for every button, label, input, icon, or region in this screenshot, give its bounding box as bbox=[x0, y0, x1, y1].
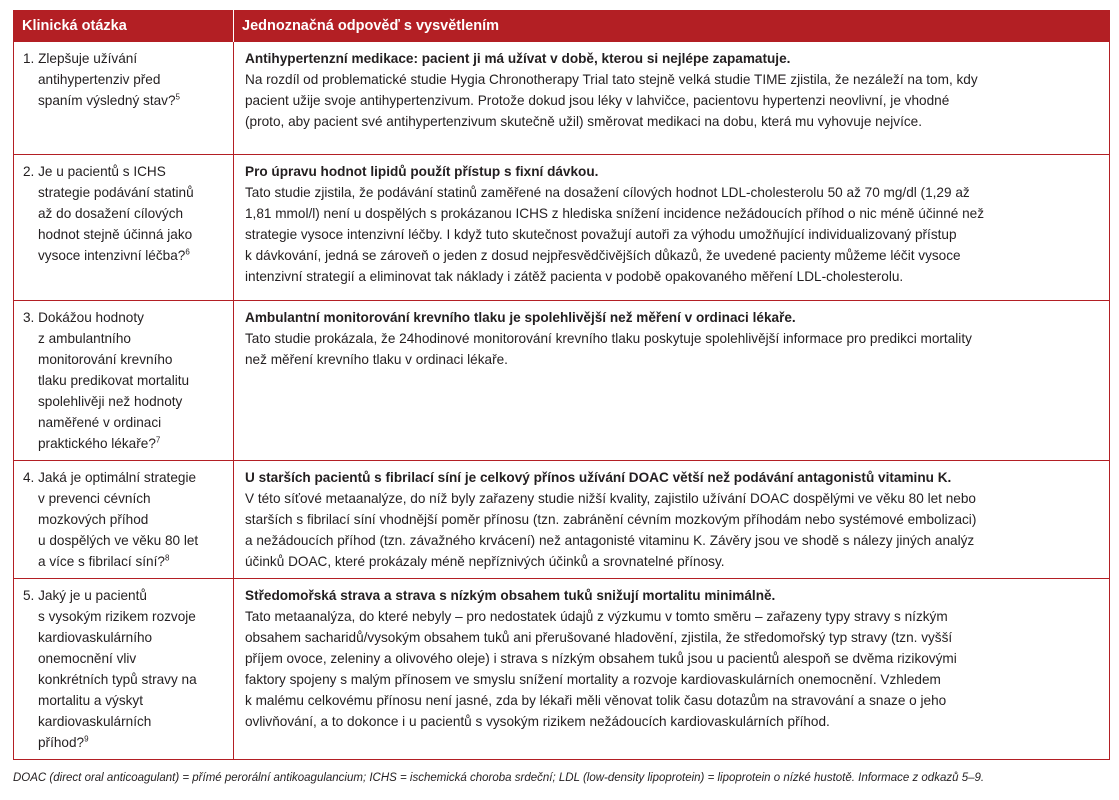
answer-line: pacient užije svoje antihypertenzivum. Protože dokud jsou léky v lahvičce, pacientovu hypertenzi neovlivní, je vhodné bbox=[245, 93, 950, 108]
question-line: strategie podávání statinů bbox=[38, 185, 194, 200]
question-line: tlaku predikovat mortalitu bbox=[38, 373, 190, 388]
answer-title: U starších pacientů s fibrilací síní je celkový přínos užívání DOAC větší než podávání antagonistů vitaminu K. bbox=[245, 470, 952, 485]
table-row bbox=[14, 155, 1110, 301]
reference-superscript: 6 bbox=[185, 247, 190, 257]
clinical-question-cell bbox=[14, 461, 234, 579]
table-footnote: DOAC (direct oral anticoagulant) = přímé perorální antikoagulancium; ICHS = ischemická choroba srdeční; LDL (low-density lipoprotein) = lipoprotein o nízké hustotě. Informace z odkazů 5–9. bbox=[13, 772, 985, 784]
clinical-question-cell bbox=[14, 301, 234, 461]
answer-cell bbox=[234, 461, 1110, 579]
answer-line: Tato studie prokázala, že 24hodinové monitorování krevního tlaku poskytuje spolehlivější informace pro predikci mortality bbox=[245, 331, 972, 346]
answer-line: V této síťové metaanalýze, do níž byly zařazeny studie nižší kvality, zajistilo užívání DOAC dospělými ve věku 80 let nebo bbox=[245, 491, 976, 506]
question-line: spaním výsledný stav?$^5$ bbox=[38, 92, 180, 108]
answer-line: účinků DOAC, které prokázaly méně nepříznivých účinků a srovnatelné přínosy. bbox=[245, 554, 725, 569]
answer-cell bbox=[234, 579, 1110, 760]
question-line: praktického lékaře?$^7$ bbox=[38, 435, 161, 451]
question-line: 2. Je u pacientů s ICHS bbox=[23, 164, 166, 179]
answer-line: než měření krevního tlaku v ordinaci lékaře. bbox=[245, 352, 508, 367]
answer-line: strategie vysoce intenzivní léčby. I když tuto skutečnost považují autoři za výhodu umožňující individualizovaný přístup bbox=[245, 227, 957, 242]
question-line: spolehlivěji než hodnoty bbox=[38, 394, 183, 409]
answer-line: obsahem sacharidů/vysokým obsahem tuků ani přerušované hladovění, zjistila, že středomořský typ stravy (tzn. vyšší bbox=[245, 630, 953, 645]
table-row bbox=[14, 301, 1110, 461]
question-line: vysoce intenzivní léčba?$^6$ bbox=[38, 247, 190, 263]
question-line: 4. Jaká je optimální strategie bbox=[23, 470, 197, 485]
answer-cell bbox=[234, 155, 1110, 301]
answer-line: Tato metaanalýza, do které nebyly – pro nedostatek údajů z výzkumu v tomto směru – zařazeny typy stravy s nízkým bbox=[245, 609, 948, 624]
reference-superscript: 5 bbox=[175, 92, 180, 102]
answer-line: intenzivní strategií a eliminovat tak náklady i zátěž pacienta v podobě opakovaného měření LDL-cholesterolu. bbox=[245, 269, 904, 284]
answer-line: Tato studie zjistila, že podávání statinů zaměřené na dosažení cílových hodnot LDL-cholesterolu 50 až 70 mg/dl (1,29 až bbox=[245, 185, 970, 200]
answer-title: Pro úpravu hodnot lipidů použít přístup s fixní dávkou. bbox=[245, 164, 599, 179]
question-line: příhod?$^9$ bbox=[38, 734, 89, 750]
answer-line: 1,81 mmol/l) není u dospělých s prokázanou ICHS z hlediska snížení incidence nežádoucích příhod o nic méně účinné než bbox=[245, 206, 985, 221]
header-answer: Jednoznačná odpověď s vysvětlením bbox=[234, 11, 1110, 42]
answer-cell bbox=[234, 301, 1110, 461]
question-line: antihypertenziv před bbox=[38, 72, 161, 87]
question-line: kardiovaskulárního bbox=[38, 630, 153, 645]
answer-cell bbox=[234, 42, 1110, 155]
question-line: 5. Jaký je u pacientů bbox=[23, 588, 147, 603]
question-line: z ambulantního bbox=[38, 331, 131, 346]
clinical-questions-table-wrapper bbox=[13, 10, 1109, 760]
answer-line: a nežádoucích příhod (tzn. závažného krvácení) než antagonisté vitaminu K. Závěry jsou ve shodě s nálezy jiných analýz bbox=[245, 533, 975, 548]
question-line: až do dosažení cílových bbox=[38, 206, 184, 221]
answer-line: faktory spojeny s malým přínosem ve smyslu snížení mortality a rozvoje kardiovaskulárních onemocnění. Vzhledem bbox=[245, 672, 941, 687]
answer-title: Ambulantní monitorování krevního tlaku je spolehlivější než měření v ordinaci lékaře. bbox=[245, 310, 796, 325]
question-line: 3. Dokážou hodnoty bbox=[23, 310, 144, 325]
question-line: onemocnění vliv bbox=[38, 651, 137, 666]
question-line: hodnot stejně účinná jako bbox=[38, 227, 193, 242]
table-row bbox=[14, 42, 1110, 155]
table-header-row bbox=[14, 11, 1110, 42]
clinical-question-cell bbox=[14, 155, 234, 301]
table-row bbox=[14, 579, 1110, 760]
question-line: u dospělých ve věku 80 let bbox=[38, 533, 199, 548]
question-line: mozkových příhod bbox=[38, 512, 149, 527]
answer-line: k dávkování, jedná se zároveň o jeden z dosud nejpřesvědčivějších důkazů, že uvedené pacienty můžeme léčit vysoce bbox=[245, 248, 961, 263]
answer-line: (proto, aby pacient své antihypertenzivum skutečně užil) směrovat medikaci na dobu, která mu vyhovuje nejvíce. bbox=[245, 114, 922, 129]
clinical-questions-table bbox=[13, 10, 1110, 760]
answer-title: Antihypertenzní medikace: pacient ji má užívat v době, kterou si nejlépe zapamatuje. bbox=[245, 51, 791, 66]
answer-line: starších s fibrilací síní vhodnější poměr přínosu (tzn. zabránění cévním mozkovým příhodám nebo systémové embolizaci) bbox=[245, 512, 977, 527]
question-line: mortalitu a výskyt bbox=[38, 693, 143, 708]
reference-superscript: 9 bbox=[84, 734, 89, 744]
question-line: naměřené v ordinaci bbox=[38, 415, 162, 430]
answer-title: Středomořská strava a strava s nízkým obsahem tuků snižují mortalitu minimálně. bbox=[245, 588, 776, 603]
question-line: a více s fibrilací síní?$^8$ bbox=[38, 553, 170, 569]
answer-line: k malému celkovému přínosu není jasné, zda by lékaři měli věnovat tolik času dotazům na stravování a snaze o jeho bbox=[245, 693, 947, 708]
question-line: s vysokým rizikem rozvoje bbox=[38, 609, 196, 624]
question-line: monitorování krevního bbox=[38, 352, 173, 367]
table-row bbox=[14, 461, 1110, 579]
header-clinical-question: Klinická otázka bbox=[14, 11, 234, 42]
answer-line: ovlivňování, a to dokonce i u pacientů s vysokým rizikem nežádoucích kardiovaskulárních příhod. bbox=[245, 714, 830, 729]
question-line: v prevenci cévních bbox=[38, 491, 151, 506]
clinical-question-cell bbox=[14, 579, 234, 760]
reference-superscript: 8 bbox=[164, 553, 170, 563]
table-body bbox=[14, 42, 1110, 760]
question-line: 1. Zlepšuje užívání bbox=[23, 51, 138, 66]
question-line: konkrétních typů stravy na bbox=[38, 672, 197, 687]
reference-superscript: 7 bbox=[155, 435, 161, 445]
clinical-question-cell bbox=[14, 42, 234, 155]
question-line: kardiovaskulárních bbox=[38, 714, 152, 729]
answer-line: Na rozdíl od problematické studie Hygia Chronotherapy Trial tato stejně velká studie TIME zjistila, že nezáleží na tom, kdy bbox=[245, 72, 978, 87]
answer-line: příjem ovoce, zeleniny a olivového oleje) i strava s nízkým obsahem tuků jsou u pacientů alespoň se dvěma rizikovými bbox=[245, 651, 957, 666]
